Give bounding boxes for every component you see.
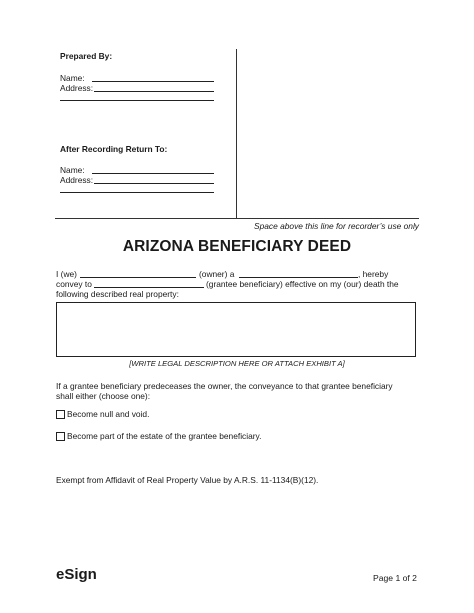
option-estate-label: Become part of the estate of the grantee beneficiary.: [67, 431, 262, 441]
hereby-label: , hereby: [358, 269, 389, 279]
recorder-divider-vertical: [236, 49, 237, 218]
option-estate-checkbox[interactable]: [56, 432, 65, 441]
deed-title: ARIZONA BENEFICIARY DEED: [122, 238, 352, 255]
return-address-label: Address:: [60, 175, 94, 185]
return-address-field[interactable]: [94, 183, 214, 184]
name-label: Name:: [60, 73, 85, 83]
option-null-void-label: Become null and void.: [67, 409, 150, 419]
return-to-label: After Recording Return To:: [60, 144, 168, 154]
return-name-label: Name:: [60, 165, 85, 175]
esign-logo: eSign: [56, 566, 97, 583]
recorder-divider-horizontal: [55, 218, 419, 219]
prepared-address-field[interactable]: [94, 91, 214, 92]
owner-name-field[interactable]: [80, 277, 196, 278]
convey-label: convey to: [56, 279, 92, 289]
owner-label: (owner) a: [199, 269, 235, 279]
owner-type-field[interactable]: [239, 277, 358, 278]
predecease-text-line-2: shall either (choose one):: [56, 391, 151, 401]
grantor-label: I (we): [56, 269, 77, 279]
recorder-note: Space above this line for recorder’s use only: [254, 221, 419, 231]
legal-description-box[interactable]: [56, 302, 416, 357]
page-number: Page 1 of 2: [373, 573, 417, 583]
prepared-by-label: Prepared By:: [60, 51, 113, 61]
prepared-address-line-2[interactable]: [60, 100, 214, 101]
property-intro: following described real property:: [56, 289, 179, 299]
legal-description-caption: [WRITE LEGAL DESCRIPTION HERE OR ATTACH EXHIBIT A]: [129, 359, 345, 368]
return-name-field[interactable]: [92, 173, 214, 174]
address-label: Address:: [60, 83, 94, 93]
grantee-name-field[interactable]: [94, 287, 204, 288]
option-null-void-checkbox[interactable]: [56, 410, 65, 419]
exempt-text: Exempt from Affidavit of Real Property Value by A.R.S. 11-1134(B)(12).: [56, 475, 319, 485]
return-address-line-2[interactable]: [60, 192, 214, 193]
prepared-name-field[interactable]: [92, 81, 214, 82]
grantee-label: (grantee beneficiary) effective on my (our) death the: [206, 279, 399, 289]
predecease-text-line-1: If a grantee beneficiary predeceases the owner, the conveyance to that grantee beneficiary: [56, 381, 393, 391]
